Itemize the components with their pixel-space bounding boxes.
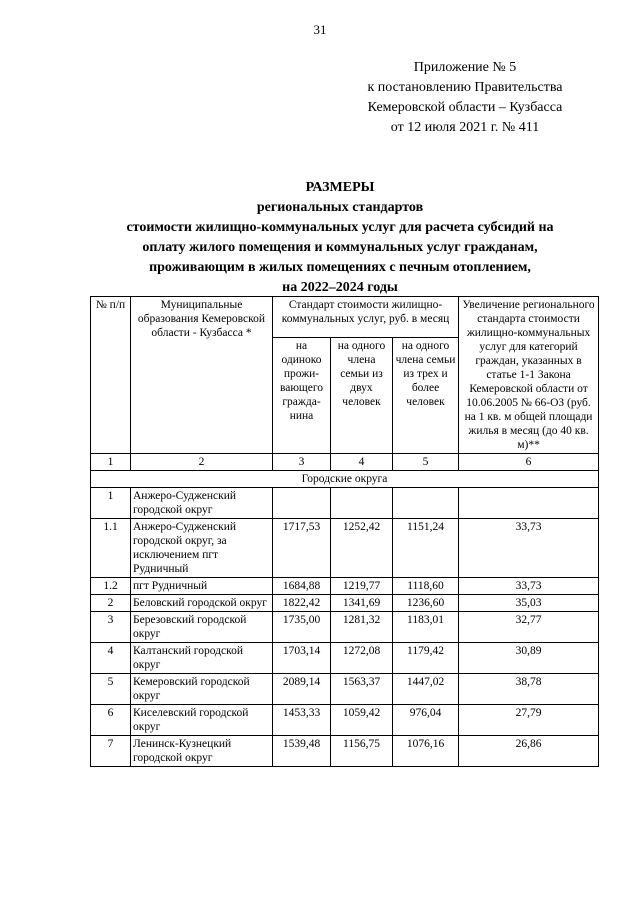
row-municipality: Киселевский городской округ: [131, 705, 273, 736]
header-row: [91, 297, 599, 338]
row-value-two: 1059,42: [331, 705, 393, 736]
row-value-single: 1735,00: [273, 612, 331, 643]
table-row: [91, 643, 599, 674]
row-value-two: 1563,37: [331, 674, 393, 705]
row-value-increase: 32,77: [459, 612, 599, 643]
appendix-block: [330, 58, 600, 138]
column-number-row: [91, 454, 599, 471]
table-row: [91, 612, 599, 643]
table-row: [91, 736, 599, 767]
row-number: 1.1: [91, 519, 131, 578]
appendix-line: к постановлению Правительства: [367, 80, 563, 95]
row-number: 7: [91, 736, 131, 767]
row-number: 1.2: [91, 578, 131, 595]
row-value-three: [393, 488, 459, 519]
row-value-single: 1703,14: [273, 643, 331, 674]
document-title: [85, 178, 595, 298]
header-three: на одного члена семьи из трех и более человек: [393, 338, 459, 454]
title-line: проживающим в жилых помещениях с печным отоплением,: [149, 260, 531, 275]
row-municipality: Березовский городской округ: [131, 612, 273, 643]
column-number: 4: [331, 454, 393, 471]
appendix-line: Приложение № 5: [413, 60, 517, 75]
row-number: 3: [91, 612, 131, 643]
row-municipality: Калтанский городской округ: [131, 643, 273, 674]
row-value-single: 1453,33: [273, 705, 331, 736]
title-line: стоимости жилищно-коммунальных услуг для расчета субсидий на: [126, 220, 554, 235]
row-value-single: 2089,14: [273, 674, 331, 705]
row-value-two: 1272,08: [331, 643, 393, 674]
column-number: 1: [91, 454, 131, 471]
row-value-increase: 35,03: [459, 595, 599, 612]
row-value-single: 1539,48: [273, 736, 331, 767]
row-value-increase: 33,73: [459, 578, 599, 595]
row-value-two: 1341,69: [331, 595, 393, 612]
column-number: 3: [273, 454, 331, 471]
header-increase: Увеличение регионального стандарта стоимости жилищно-коммунальных услуг для категорий граждан, указанных в статье 1-1 Закона Кемеровской области от 10.06.2005 № 66-ОЗ (руб. на 1 кв. м общей площади жилья в месяц (до 40 кв. м)**: [459, 297, 599, 454]
row-municipality: Анжеро-Судженский городской округ: [131, 488, 273, 519]
row-municipality: пгт Рудничный: [131, 578, 273, 595]
section-label: Городские округа: [91, 471, 599, 488]
title-line: РАЗМЕРЫ: [305, 180, 375, 195]
row-value-increase: 30,89: [459, 643, 599, 674]
row-number: 6: [91, 705, 131, 736]
row-municipality: Ленинск-Кузнецкий городской округ: [131, 736, 273, 767]
section-row: [91, 471, 599, 488]
row-number: 5: [91, 674, 131, 705]
appendix-line: Кемеровской области – Кузбасса: [367, 100, 563, 115]
table-row: [91, 674, 599, 705]
row-number: 1: [91, 488, 131, 519]
row-value-three: 1118,60: [393, 578, 459, 595]
table-row: [91, 578, 599, 595]
row-value-single: 1717,53: [273, 519, 331, 578]
table-row: [91, 519, 599, 578]
row-value-two: 1281,32: [331, 612, 393, 643]
table-row: [91, 595, 599, 612]
row-number: 2: [91, 595, 131, 612]
header-num: № п/п: [91, 297, 131, 454]
column-number: 5: [393, 454, 459, 471]
table-row: [91, 488, 599, 519]
column-number: 2: [131, 454, 273, 471]
row-value-increase: 26,86: [459, 736, 599, 767]
row-value-increase: 33,73: [459, 519, 599, 578]
row-value-increase: [459, 488, 599, 519]
column-number: 6: [459, 454, 599, 471]
row-value-single: 1684,88: [273, 578, 331, 595]
row-value-three: 1151,24: [393, 519, 459, 578]
row-value-single: [273, 488, 331, 519]
title-line: оплату жилого помещения и коммунальных услуг гражданам,: [142, 240, 538, 255]
row-value-three: 1076,16: [393, 736, 459, 767]
row-value-increase: 27,79: [459, 705, 599, 736]
row-value-two: [331, 488, 393, 519]
row-value-two: 1219,77: [331, 578, 393, 595]
header-two: на одного члена семьи из двух человек: [331, 338, 393, 454]
row-municipality: Анжеро-Судженский городской округ, за исключением пгт Рудничный: [131, 519, 273, 578]
row-value-two: 1156,75: [331, 736, 393, 767]
row-value-three: 1179,42: [393, 643, 459, 674]
table-row: [91, 705, 599, 736]
title-line: региональных стандартов: [256, 200, 424, 215]
row-value-three: 976,04: [393, 705, 459, 736]
row-municipality: Беловский городской округ: [131, 595, 273, 612]
row-value-increase: 38,78: [459, 674, 599, 705]
row-value-three: 1183,01: [393, 612, 459, 643]
page-number: 31: [313, 22, 327, 37]
row-value-three: 1236,60: [393, 595, 459, 612]
row-value-single: 1822,42: [273, 595, 331, 612]
row-value-two: 1252,42: [331, 519, 393, 578]
row-value-three: 1447,02: [393, 674, 459, 705]
header-single: на одиноко прожи-вающего гражда-нина: [273, 338, 331, 454]
row-number: 4: [91, 643, 131, 674]
header-municipality: Муниципальные образования Кемеровской области - Кузбасса *: [131, 297, 273, 454]
standards-table: [90, 296, 599, 767]
header-standard: Стандарт стоимости жилищно-коммунальных услуг, руб. в месяц: [273, 297, 459, 338]
appendix-line: от 12 июля 2021 г. № 411: [390, 120, 540, 135]
title-line: на 2022–2024 годы: [282, 280, 398, 295]
row-municipality: Кемеровский городской округ: [131, 674, 273, 705]
